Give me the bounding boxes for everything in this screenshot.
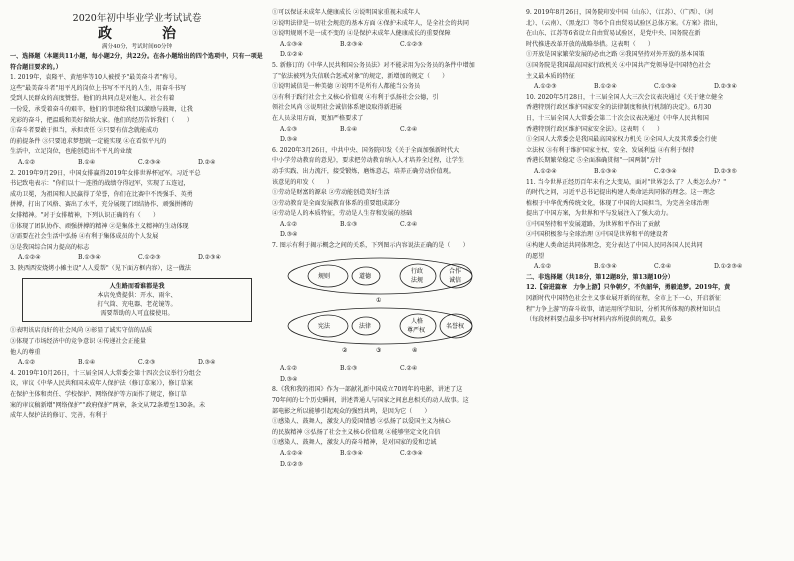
q11-option-d: D.①②③④ <box>714 263 743 271</box>
q5-option-a: A.①③ <box>280 125 298 133</box>
q7-options <box>272 364 518 385</box>
q9-options <box>526 82 786 93</box>
diagram1-right-label: 行政 <box>411 267 424 275</box>
circle-label: ④ <box>412 346 418 354</box>
q11-option-a: A.①② <box>534 263 552 271</box>
circle-label: ② <box>342 346 348 354</box>
question-2 <box>10 169 264 264</box>
q4-line: 4. 2019年10月26日，十三届全国人大常委会第十四次会议举行分组会 <box>10 369 202 377</box>
q8-line: 70年间的七个历史瞬间，讲述普通人与国家之间息息相关的动人故事。这 <box>272 397 469 405</box>
q12-line: （每段材料要点最多书写材料内容所提供的观点，最多 <box>526 316 673 324</box>
q8-option-d: D.①②③ <box>280 460 303 468</box>
q4-cont-line: ①可以保证未成年人健康成长 ②说明国家重视未成年人 <box>272 9 421 16</box>
q1-line: 的前提条件 ③只要追求梦想就一定能实现 ④在看似平凡的 <box>10 137 167 145</box>
q6-options <box>272 220 518 241</box>
q9-line: 北）、（云南）、（黑龙江）等6个自由贸易试验区总体方案。《方案》指出， <box>526 19 722 27</box>
q2-line: ③是我国综合国力提高的标志 <box>10 243 90 251</box>
q7-option-c: C.②④ <box>400 365 418 373</box>
q3-line: 他人的尊重 <box>10 348 41 356</box>
q4-cont-line: ②说明法律是一切社会规范的基本方面 ④保护未成年人，是全社会的共同 <box>272 19 469 27</box>
q2-line: 女排精神。"对于女排精神，下列认识正确的有（ ） <box>10 211 160 219</box>
q6-line: 动手实践、出力流汗，接受锻炼，磨炼意志，培养正确劳动价值观。 <box>272 167 455 175</box>
q6-option-b: B.①③ <box>340 220 358 228</box>
q5-line: 5. 新修订的《中华人民共和国公务员法》对不能录用为公务员的条件中增加 <box>272 61 475 69</box>
q10-line: 香港特别行政区维护国家安全法》。这表明（ ） <box>526 125 664 133</box>
q7-concept-diagram <box>272 252 518 360</box>
q10-option-d: D.②③⑤ <box>714 167 737 175</box>
diagram1-right-label-2: 法规 <box>411 276 424 284</box>
q4-option-c: C.①②③ <box>400 40 423 48</box>
q2-line: 拼搏，打出了风格、赛出了水平，充分展现了团结协作、顽强拼搏的 <box>10 201 193 209</box>
q1-line: 受到人民群众的高度赞誉。他们的共同点是对他人、社会有着 <box>10 95 175 103</box>
q10-line: 香港特别行政区维护国家安全的法律制度和执行机制的决定》。6月30 <box>526 104 712 112</box>
subject-title: 政 治 <box>98 26 194 42</box>
diagram1-mid-label: 道德 <box>359 272 372 280</box>
question-6 <box>272 146 518 241</box>
q10-line: 立法权 ③有利于维护国家主权、安全、发展利益 ④有利于保持 <box>526 146 695 154</box>
q7-option-b: B.①③ <box>340 365 358 373</box>
q9-line: ③国务院是我国最高国家行政机关 ④中国共产党领导是中国特色社会 <box>526 61 711 69</box>
q2-option-c: C.①②③ <box>138 254 161 262</box>
diagram1-left-label: 规则 <box>318 272 331 280</box>
q11-option-b: B.①③④ <box>594 263 617 271</box>
q9-line: ①开放是国家繁荣发展的必由之路 ②我国坚持对外开放的基本国策 <box>526 51 705 59</box>
q4-option-a: A.①③④ <box>280 40 303 48</box>
q12-line: 12.【奋进篇章 力争上游】只争朝夕，不负韶华，勇毅追梦。2019年，黄 <box>526 284 731 292</box>
q11-line: ④构建人类命运共同体理念，充分表达了中国人民同各国人民共同 <box>526 242 703 250</box>
q4-cont-line: ③说明规则不是一成不变的 ④是保护未成年人健康成长的重要保障 <box>272 30 451 38</box>
q11-line: 提出了中国方案，为世界和平与发展注入了强大动力。 <box>526 210 673 218</box>
q6-line: ③劳动教育是全面发展教育体系的重要组成部分 <box>272 199 400 207</box>
q6-line: 该意见的印发（ ） <box>272 178 333 186</box>
q7-option-d: D.③④ <box>280 375 298 383</box>
column-1 <box>10 8 264 422</box>
question-8 <box>272 385 518 470</box>
diagram1-right-outer-label: 合作 <box>449 267 462 275</box>
q3-line: 3. 陕西西安烧烤小摊主设"人人爱帮"（见下面方框内容），这一做法 <box>10 264 191 272</box>
q9-line: 9. 2019年8月26日，国务院印发中国（山东）、（江苏）、（广西）、（河 <box>526 9 714 16</box>
q3-option-b: B.①④ <box>78 359 96 367</box>
q8-line: 的民族精神 ③弘扬了社会主义核心价值观 ④能够坚定文化自信 <box>272 428 441 436</box>
q2-line: 2. 2019年9月29日，中国女排赢得2019年女排世界杯冠军。习近平总 <box>10 169 201 177</box>
q7-line: 7. 图示有利于揭示概念之间的关系，下列图示内容说法正确的是（ ） <box>272 242 469 250</box>
q3-line: ③体现了市场经济中的竞争意识 ④传递社会正能量 <box>10 338 146 346</box>
q2-line: 书记致电表示："你们以十一连胜的战绩夺得冠军，实现了五连冠， <box>10 180 190 188</box>
q1-line: 光彩的奋斗，把温暖和美好留给大家。他们的经历告诉我们（ ） <box>10 116 193 124</box>
q6-line: ④劳动是人的本质特征，劳动是人生存和发展的基础 <box>272 210 413 218</box>
q1-line: 这些"最美奋斗者"用平凡的岗位上书写不平凡的人生，用奋斗书写 <box>10 84 187 92</box>
q3-sign-box <box>22 278 252 322</box>
q1-option-b: B.①④ <box>78 158 96 166</box>
question-1 <box>10 73 264 168</box>
section-2-title: 二、非选择题（共18分，第12题8分，第13题10分） <box>526 273 674 281</box>
q9-line: 在山东、江苏等6省设立自由贸易试验区，是党中央、国务院在新 <box>526 30 701 38</box>
question-5 <box>272 61 518 146</box>
q11-option-c: C.②④ <box>654 263 672 271</box>
q10-option-b: B.①③④ <box>594 167 617 175</box>
exam-note: 满分40分，考试时间60分钟 <box>101 44 173 50</box>
section-2 <box>526 273 786 326</box>
q8-line: 8.《我和我的祖国》作为一部献礼新中国成立70周年的电影，讲述了这 <box>272 386 463 394</box>
q5-option-d: D.③④ <box>280 136 298 144</box>
q11-line: ②中国积极参与全球治理 ③中国是世界和平的建设者 <box>526 231 669 239</box>
q10-option-c: C.②③④ <box>654 167 677 175</box>
q4-option-d: D.①②④ <box>280 51 303 59</box>
q6-line: ①劳动是财富的源泉 ②劳动能创造美好生活 <box>272 189 390 197</box>
q9-option-a: A.①②③ <box>534 83 557 91</box>
column-2 <box>272 8 518 470</box>
diagram2-right-label: 人格 <box>411 317 424 325</box>
q11-line: 的愿望 <box>526 252 545 260</box>
q3-option-d: D.③④ <box>198 359 216 367</box>
q6-option-c: C.②④ <box>400 220 418 228</box>
q6-line: 6. 2020年3月26日，中共中央、国务院印发《关于全面加强新时代大 <box>272 146 460 154</box>
section-1-title: 一、选择题（本题共11小题，每小题2分，共22分。在各小题给出的四个选项中，只有一项是符合题目要求的。） <box>10 53 263 71</box>
diagram2-left-label: 宪法 <box>318 322 331 330</box>
q11-line: ①中国坚持和平发展道路，为世界和平作出了贡献 <box>526 220 661 228</box>
question-4 <box>10 369 264 422</box>
q1-option-d: D.②④ <box>198 158 216 166</box>
q2-line: ③需要在社会生活中弘扬 ④有利于集体成员的个人发展 <box>10 233 159 241</box>
q5-option-c: C.②④ <box>400 125 418 133</box>
q5-line: ①说明诚信是一种美德 ②说明不是所有人都能当公务员 <box>272 83 421 91</box>
q10-line: 10. 2020年5月28日，十三届全国人大三次会议表决通过《关于建立健全 <box>526 93 724 101</box>
q4-option-b: B.②③④ <box>340 40 363 48</box>
q5-line: 在人员录用方面，更加严格要求了 <box>272 114 364 122</box>
question-9 <box>526 8 786 93</box>
q3-options <box>10 358 264 369</box>
q3-line: ①表明该店良好的社会风尚 ②彰显了诚实守信的品质 <box>10 327 153 335</box>
q2-option-b: B.①③④ <box>78 254 101 262</box>
q11-line: 的时代之问，习近平总书记提出构建人类命运共同体的理念。这一理念 <box>526 189 715 197</box>
q5-line: ③有利于践行社会主义核心价值观 ④有利于弘扬社会公德，引 <box>272 93 439 101</box>
q5-line: 了"依法被列为失信联合惩戒对象"的规定，新增加的规定（ ） <box>272 72 449 80</box>
q4-line: 成年人保护法的修订、完善，有利于 <box>10 412 108 420</box>
q4-line: 在保护主体和责任、学校保护、网络保护等方面作了规定，修订草 <box>10 391 187 399</box>
diagram1-right-outer-label-2: 诚信 <box>449 276 462 284</box>
q2-line: 成功卫冕，为祖国和人民赢得了荣誉，你们在比赛中不畏强手、英勇 <box>10 190 193 198</box>
q8-options <box>272 449 518 470</box>
q9-line: 主义最本质的特征 <box>526 72 575 80</box>
q10-line: 日，十三届全国人大常委会第二十次会议表决通过《中华人民共和国 <box>526 114 709 122</box>
question-10 <box>526 93 786 178</box>
q4-line: 议，审议《中华人民共和国未成年人保护法（修订草案）》，修订草案 <box>10 380 193 388</box>
q3-option-a: A.①② <box>18 359 36 367</box>
q5-line: 领社会风尚 ③说明社会诚信体系建设取得新进展 <box>272 104 402 112</box>
q3-option-c: C.②③ <box>138 359 156 367</box>
q2-option-d: D.②③④ <box>198 254 221 262</box>
q1-option-c: C.②③④ <box>138 158 161 166</box>
q4-line: 案的审议稿新增"网络保护""政府保护"两章，条文从72条增至130条。未 <box>10 401 206 409</box>
q1-options <box>10 158 264 169</box>
q7-option-a: A.①② <box>280 365 298 373</box>
q2-option-a: A.①②④ <box>18 254 41 262</box>
q3-box-line: 本店免费提供：开水、雨伞、 <box>97 292 177 300</box>
q1-option-a: A.①② <box>18 158 36 166</box>
q8-option-b: B.①③④ <box>340 450 363 457</box>
q9-line: 时代推进改革开放的战略举措。这表明（ ） <box>526 40 654 48</box>
q2-line: ①体现了团队协作、顽强拼搏的精神 ②是集体主义精神的生动体现 <box>10 222 189 230</box>
diagram2-right-outer-label: 名誉权 <box>446 322 465 330</box>
q10-line: 香港长期繁荣稳定 ⑤全面准确贯彻"一国两制"方针 <box>526 157 662 165</box>
q1-line: ①奋斗者要敢于担当，承担责任 ②只要有信念就能成功 <box>10 127 159 135</box>
q11-options <box>526 262 786 273</box>
q6-option-d: D.③④ <box>280 231 298 239</box>
q1-line: 1. 2019年，袁隆平、黄旭华等10人被授予"最美奋斗者"称号。 <box>10 74 181 82</box>
q6-line: 中小学劳动教育的意见》，要求把劳动教育纳入人才培养全过程，让学生 <box>272 157 464 165</box>
q8-option-c: C.②③④ <box>400 450 423 457</box>
q10-line: ①全国人大常委会是我国最高国家权力机关 ②全国人大及其常委会行使 <box>526 136 717 144</box>
q8-option-a: A.①②④ <box>280 450 303 457</box>
page-title: 2020年初中毕业学业考试试卷 <box>72 13 202 24</box>
q11-line: 植根于中华优秀传统文化，体现了中国的大国担当，为完善全球治理 <box>526 199 709 207</box>
circle-label: ③ <box>376 346 382 354</box>
diagram2-right-label-2: 尊严权 <box>407 326 426 334</box>
column-3 <box>526 8 786 326</box>
q4-options <box>272 40 518 61</box>
q1-line: 一份爱，承受着奋斗的艰辛，他们的事迹给我们以激励与鼓舞，让我 <box>10 105 193 113</box>
q3-box-line: 打气筒、充电器、老花镜等。 <box>97 301 177 309</box>
q10-option-a: A.①②④ <box>534 167 557 175</box>
q12-line: 冈新时代中国特色社会主义事业展开新的征程，全市上下一心，开启新征 <box>526 295 721 303</box>
circle-label: ① <box>376 296 382 304</box>
question-11 <box>526 178 786 273</box>
q5-options <box>272 125 518 146</box>
q3-box-line: 需要帮助的人可直接使用。 <box>100 310 174 318</box>
q12-line: 程"力争上游"的奋斗故事，请运用所学知识，分析其所体现的教材知识点 <box>526 305 721 313</box>
q6-option-a: A.①② <box>280 220 298 228</box>
q3-box-line: 人生路而看谁都是我 <box>109 283 165 291</box>
q2-options <box>10 253 264 264</box>
q8-line: ①感染人、鼓舞人，激发人的爱国情感 ②弘扬了以爱国主义为核心 <box>272 418 451 426</box>
q9-option-c: C.①③④ <box>654 83 677 91</box>
q5-option-b: B.①④ <box>340 125 358 133</box>
diagram2-mid-label: 法律 <box>359 322 372 330</box>
q9-option-b: B.①②④ <box>594 83 617 91</box>
q11-line: 11. 当今世界正经历百年未有之大变局，面对"世界怎么了？人类怎么办？" <box>526 178 727 186</box>
q10-options <box>526 167 786 178</box>
question-7 <box>272 241 518 385</box>
q1-line: 生活中，立足岗位，也能创造出不平凡的业绩 <box>10 148 132 156</box>
question-3 <box>10 264 264 369</box>
q9-option-d: D.②③④ <box>714 83 737 91</box>
q8-line: ①感染人、鼓舞人，激发人的奋斗精神，是对国家的爱和忠诚 <box>272 439 437 447</box>
q8-line: 部电影之所以能够引起观众的强烈共鸣，是因为它（ ） <box>272 407 431 415</box>
